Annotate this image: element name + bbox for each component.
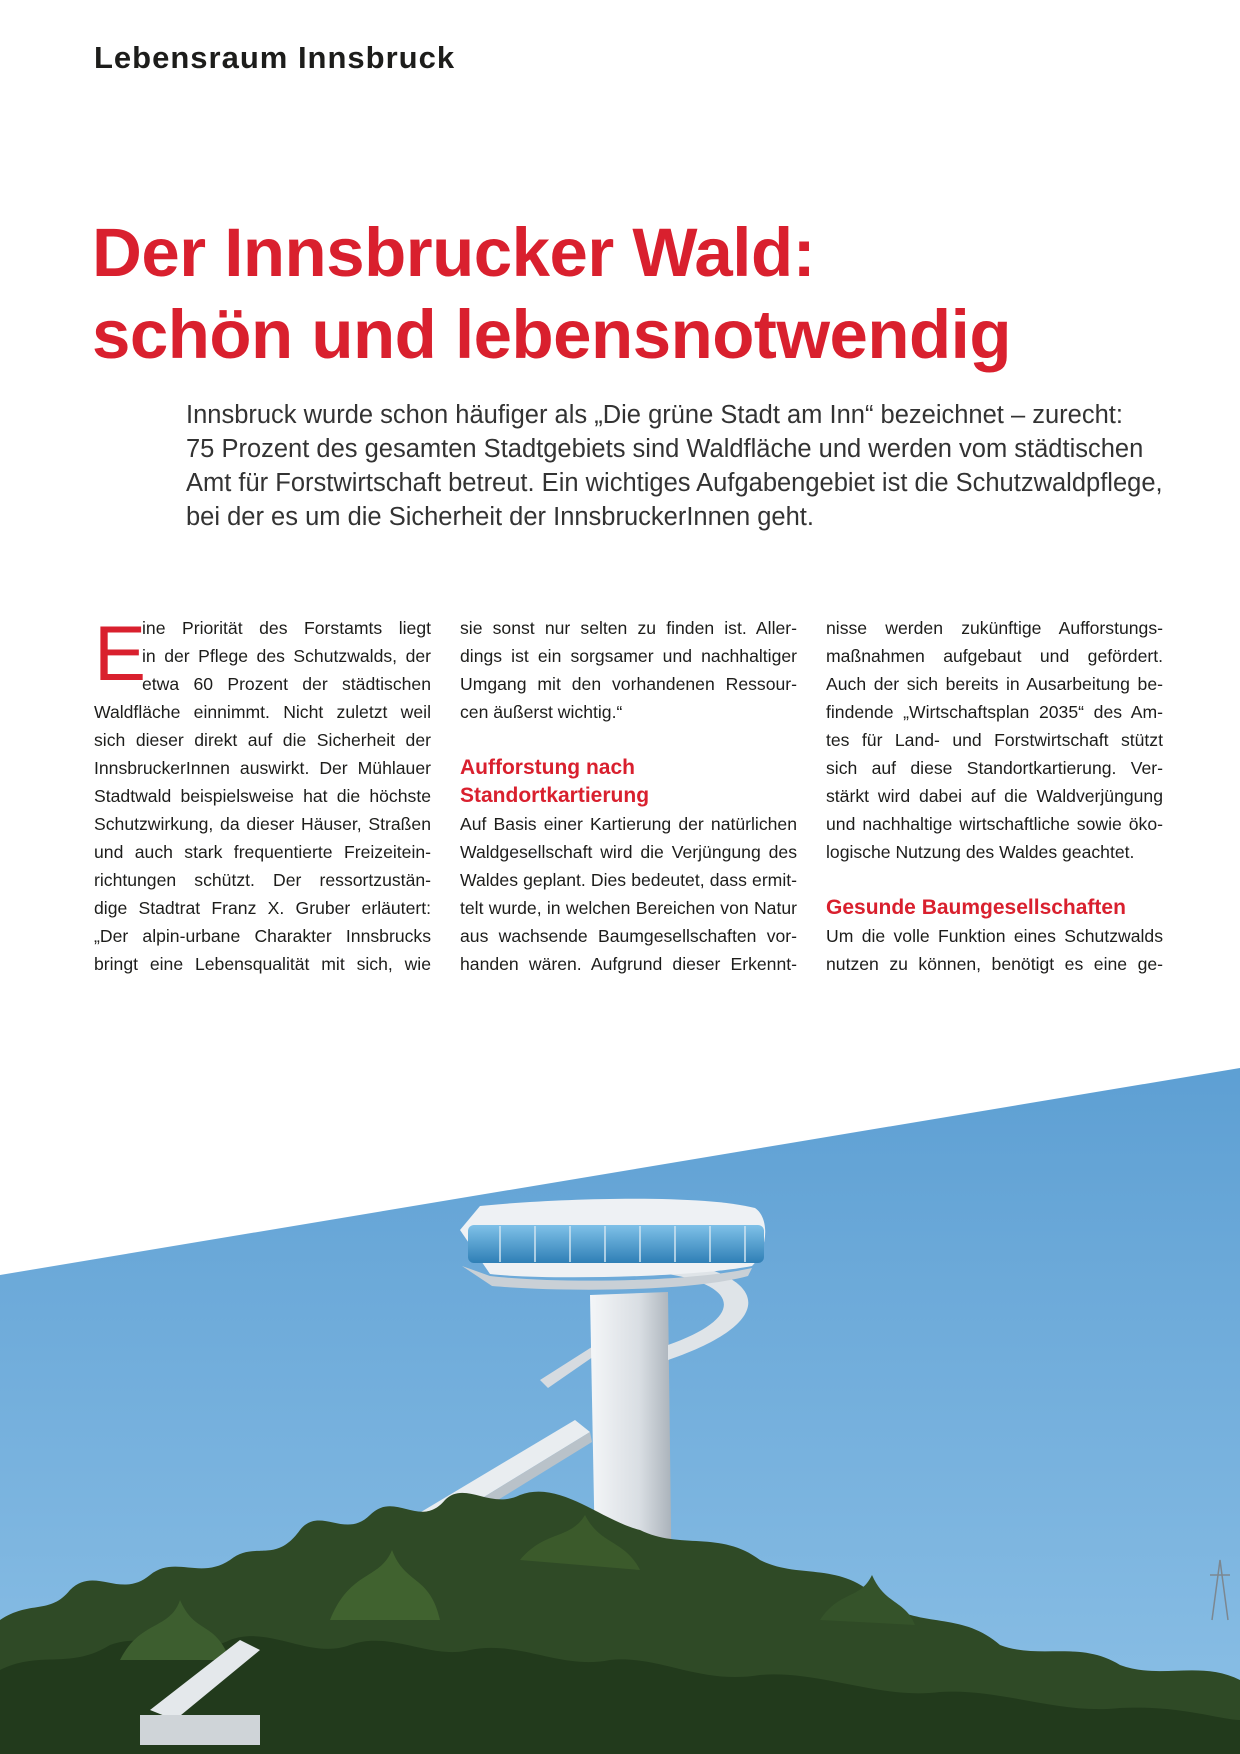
body-line: Um die volle Funktion eines Schutzwalds [826, 926, 1163, 946]
body-line: und auch stark frequentierte Freizeitein- [94, 842, 431, 862]
body-line: Auch der sich bereits in Ausarbeitung be- [826, 674, 1163, 694]
subheading: Gesunde Baumgesellschaften [826, 896, 1126, 919]
drop-cap: E [94, 609, 147, 697]
body-line: Waldgesellschaft wird die Verjüngung des [460, 842, 797, 862]
body-line: „Der alpin-urbane Charakter Innsbrucks [94, 926, 431, 946]
lead-line: 75 Prozent des gesamten Stadtgebiets sind Waldfläche und werden vom städtischen [186, 435, 1144, 463]
tower-glazing [468, 1225, 764, 1263]
body-line: und nachhaltige wirtschaftliche sowie öko- [826, 814, 1163, 834]
body-line: Umgang mit den vorhandenen Ressour- [460, 674, 797, 694]
body-line: Stadtwald beispielsweise hat die höchste [94, 786, 431, 806]
body-line: Auf Basis einer Kartierung der natürlichen [460, 814, 797, 834]
body-line: handen wären. Aufgrund dieser Erkennt- [460, 954, 797, 974]
body-line: InnsbruckerInnen auswirkt. Der Mühlauer [94, 758, 431, 778]
body-line: tes für Land- und Forstwirtschaft stützt [826, 730, 1163, 750]
photo-illustration [0, 1060, 1240, 1754]
article-column-2 [460, 614, 797, 978]
ski-jump-photo [0, 1060, 1240, 1754]
body-line: sich auf diese Standortkartierung. Ver- [826, 758, 1163, 778]
body-line: bringt eine Lebensqualität mit sich, wie [94, 954, 431, 974]
body-line: dige Stadtrat Franz X. Gruber erläutert: [94, 898, 431, 918]
body-line: Waldes geplant. Dies bedeutet, dass ermit- [460, 870, 797, 890]
body-line: sie sonst nur selten zu finden ist. Aller- [460, 618, 797, 638]
body-line: logische Nutzung des Waldes geachtet. [826, 842, 1135, 862]
subheading: Standortkartierung [460, 784, 650, 807]
body-line: richtungen schützt. Der ressortzustän- [94, 870, 431, 890]
lead-line: bei der es um die Sicherheit der InnsbruckerInnen geht. [186, 503, 814, 531]
lead-line: Innsbruck wurde schon häufiger als „Die grüne Stadt am Inn“ bezeichnet – zurecht: [186, 401, 1123, 429]
body-line: nisse werden zukünftige Aufforstungs- [826, 618, 1163, 638]
article-headline [92, 212, 1192, 376]
body-line: telt wurde, in welchen Bereichen von Natur [460, 898, 797, 918]
lead-paragraph [186, 398, 1196, 534]
article-column-1 [94, 609, 431, 978]
headline-line-1: Der Innsbrucker Wald: [92, 214, 816, 291]
section-label: Lebensraum Innsbruck [94, 40, 456, 75]
body-line: in der Pflege des Schutzwalds, der [142, 646, 431, 666]
body-line: nutzen zu können, benötigt es eine ge- [826, 954, 1163, 974]
body-line: etwa 60 Prozent der städtischen [142, 674, 431, 694]
subheading: Aufforstung nach [460, 756, 635, 779]
lead-line: Amt für Forstwirtschaft betreut. Ein wichtiges Aufgabengebiet ist die Schutzwaldpflege, [186, 469, 1163, 497]
body-line: Waldfläche einnimmt. Nicht zuletzt weil [94, 702, 431, 722]
article-column-3 [826, 614, 1163, 978]
body-line: sich dieser direkt auf die Sicherheit der [94, 730, 431, 750]
body-line: ine Priorität des Forstamts liegt [142, 618, 431, 638]
body-line: cen äußerst wichtig.“ [460, 702, 623, 722]
body-line: maßnahmen aufgebaut und gefördert. [826, 646, 1163, 666]
body-line: stärkt wird dabei auf die Waldverjüngung [826, 786, 1163, 806]
body-line: findende „Wirtschaftsplan 2035“ des Am- [826, 702, 1163, 722]
body-line: dings ist ein sorgsamer und nachhaltiger [460, 646, 797, 666]
body-line: Schutzwirkung, da dieser Häuser, Straßen [94, 814, 431, 834]
headline-line-2: schön und lebensnotwendig [92, 296, 1011, 373]
article-body [94, 609, 1164, 984]
body-line: aus wachsende Baumgesellschaften vor- [460, 926, 797, 946]
